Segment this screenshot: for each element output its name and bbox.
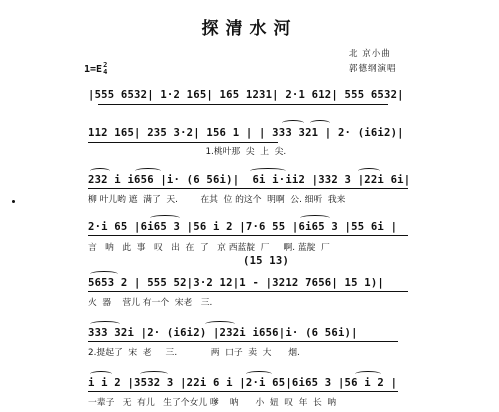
lyric-line-7: 一辈子 无 有儿 生了个女儿 嗲 呐 小 妞 叹 年 长 呐 [88,398,337,408]
slur [135,168,161,174]
underline [88,235,408,236]
slur [250,168,286,174]
underline [98,104,388,105]
time-top: 2 [103,61,108,69]
notation-line-4: 2·i 65 |6i65 3 |56 i 2 |7·6 55 |6i65 3 |55 6i | [88,221,398,233]
slur [90,371,112,377]
notation-line-3: 232 i i656 |i· (6 56i)| 6i i·ii2 |332 3 |22i 6i| [88,174,411,186]
slur [150,215,180,221]
performer-credit: 郭德纲演唱 [349,64,397,74]
slur [90,271,118,277]
underline [88,142,278,143]
underline [88,391,398,392]
slur [140,371,168,377]
slur [282,120,304,126]
lyric-line-4: 言 呐 此 事 叹 出 在 了 京 西蓝靛 厂 啊. 蓝靛 厂 [88,243,330,253]
key-label: 1=E [84,64,103,75]
source-credit: 北 京小曲 [349,49,391,59]
slur [90,168,110,174]
slur [355,371,381,377]
time-bottom: 4 [103,68,108,76]
slur [246,371,272,377]
lyric-line-3: 柳 叶儿哟 遮 满了 天. 在其 位 的这个 明啊 公. 细听 我来 [88,195,346,205]
slur [205,321,235,327]
underline [88,341,398,342]
notation-line-1: |555 6532| 1·2 165| 165 1231| 2·1 612| 555 6532| [88,89,404,101]
repeat-bracket: (15 13) [243,255,290,267]
slur [358,168,380,174]
underline [88,188,408,189]
notation-line-2: 112 165| 235 3·2| 156 1 | | 333 321 | 2· (i6i2)| [88,127,404,139]
notation-line-5: 5653 2 | 555 52|3·2 12|1 - |3212 7656| 15 1)| [88,277,385,289]
notation-line-7: i i 2 |3532 3 |22i 6 i |2·i 65|6i65 3 |56 i 2 | [88,377,398,389]
slur [310,120,330,126]
time-signature [103,62,107,76]
bullet-mark [12,200,15,203]
underline [88,291,408,292]
key-signature [84,62,107,76]
slur [300,215,330,221]
lyric-line-2: 1.桃叶那 尖 上 尖. [88,147,287,157]
song-title: 探清水河 [201,19,298,39]
lyric-line-5: 火 器 营儿 有一个 宋老 三. [88,298,213,308]
notation-line-6: 333 32i |2· (i6i2) |232i i656|i· (6 56i)| [88,327,358,339]
slur [90,321,120,327]
lyric-line-6: 2.提起了 宋 老 三. 两 口子 卖 大 烟. [88,348,300,358]
